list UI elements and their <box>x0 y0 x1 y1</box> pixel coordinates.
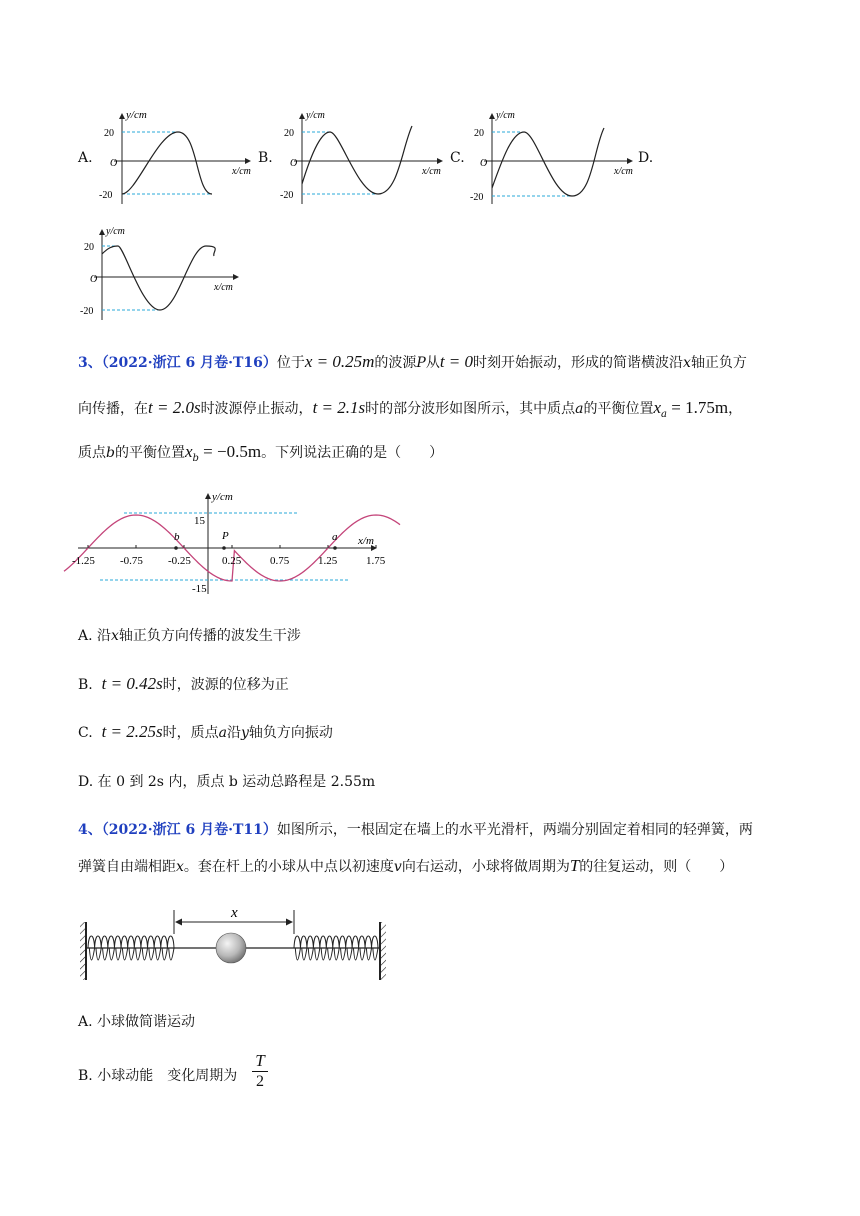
q4-text: 弹簧自由端相距 <box>78 859 176 875</box>
c-ytick-neg: -20 <box>470 192 484 203</box>
q3-var: x <box>111 628 119 644</box>
q3-text: 时波源停止振动， <box>200 401 313 417</box>
option-d-letter: D. <box>638 150 654 166</box>
b-origin: O <box>290 158 298 169</box>
q3-xtick-label: 1.25 <box>318 555 338 567</box>
q4-option-b <box>78 1066 237 1086</box>
q4-source: （2022·浙江 6 月卷·T11） <box>101 822 277 838</box>
b-ylabel: y/cm <box>306 110 325 121</box>
q3-text: 的波源 <box>374 355 417 371</box>
q3-xtick-label: -0.75 <box>120 555 143 567</box>
option-b-graph <box>280 108 449 208</box>
q3-math: t = 2.0s <box>148 398 201 417</box>
q3-option-text: 时，波源的位移为正 <box>162 677 289 693</box>
fraction-denominator: 2 <box>256 1073 264 1090</box>
a-origin: O <box>110 158 118 169</box>
q3-text: 质点 <box>78 445 106 461</box>
c-origin: O <box>480 158 488 169</box>
b-xlabel: x/cm <box>422 166 441 177</box>
q3-line3 <box>78 442 443 469</box>
d-ytick-pos: 20 <box>84 242 94 253</box>
q3-math-sub: b <box>192 452 199 464</box>
q3-option-text: 沿 <box>227 725 241 741</box>
fraction-numerator: T <box>255 1051 265 1070</box>
q3-var: y <box>241 725 249 741</box>
q3-var: x <box>683 355 691 371</box>
distance-label: x <box>231 905 238 921</box>
q3-ylabel: y/cm <box>212 491 233 503</box>
option-a-letter: A. <box>78 150 93 166</box>
q4-option-b-fraction <box>252 1052 268 1091</box>
q4-text: 如图所示，一根固定在墙上的水平光滑杆，两端分别固定着相同的轻弹簧，两 <box>276 822 753 838</box>
d-ytick-neg: -20 <box>80 306 94 317</box>
b-ytick-pos: 20 <box>284 128 294 139</box>
q3-text: ， <box>728 401 743 417</box>
b-ytick-neg: -20 <box>280 190 294 201</box>
q3-line1 <box>78 352 747 373</box>
q3-point-a-label: a <box>332 531 338 543</box>
q3-option-text: 轴正负方向传播的波发生干涉 <box>118 628 301 644</box>
c-xlabel: x/cm <box>614 166 633 177</box>
option-a-graph <box>96 108 256 208</box>
a-ylabel: y/cm <box>126 109 147 121</box>
q3-text: 的平衡位置 <box>114 445 185 461</box>
q3-source: （2022·浙江 6 月卷·T16） <box>101 355 277 371</box>
q3-text: 向传播，在 <box>78 401 148 417</box>
d-ylabel: y/cm <box>106 226 125 237</box>
c-ytick-pos: 20 <box>474 128 484 139</box>
q4-option-text: 小球做简谐运动 <box>97 1014 196 1030</box>
q3-math: x <box>653 398 662 417</box>
q3-var: b <box>106 445 115 461</box>
q3-text: 时刻开始振动，形成的简谐横波沿 <box>473 355 684 371</box>
d-xlabel: x/cm <box>214 282 233 293</box>
q3-math: t = 0.42s <box>101 674 163 693</box>
q4-line1 <box>78 820 753 840</box>
q3-text: 时的部分波形如图所示，其中质点 <box>365 401 576 417</box>
q4-text: 向右运动，小球将做周期为 <box>401 859 570 875</box>
q3-xlabel: x/m <box>358 535 374 547</box>
q3-option-c <box>78 722 333 743</box>
ball <box>216 933 246 963</box>
q4-option-letter: A. <box>78 1014 93 1030</box>
a-ytick-neg: -20 <box>99 190 113 201</box>
q3-math-sub: a <box>661 408 667 420</box>
q3-math: t = 2.1s <box>312 398 366 417</box>
q3-text: 。下列说法正确的是（ ） <box>261 445 444 461</box>
q3-xtick-label: 0.75 <box>270 555 290 567</box>
q3-ytick-pos: 15 <box>194 515 205 527</box>
c-ylabel: y/cm <box>496 110 515 121</box>
q3-number: 3、 <box>78 355 102 371</box>
q3-math: x = 0.25m <box>304 352 375 371</box>
q3-point-b <box>174 546 178 550</box>
q3-math: x <box>184 442 193 461</box>
a-xlabel: x/cm <box>232 166 251 177</box>
q4-var: x <box>176 859 184 875</box>
option-d-graph <box>82 224 247 324</box>
d-origin: O <box>90 274 98 285</box>
a-ytick-pos: 20 <box>104 128 114 139</box>
q3-option-text: 轴负方向振动 <box>248 725 333 741</box>
options-top <box>0 100 860 330</box>
q4-text: 的往复运动，则（ ） <box>579 859 734 875</box>
q3-xtick-label: 1.75 <box>366 555 386 567</box>
q3-point-p: P <box>416 355 426 371</box>
q3-var: a <box>575 401 584 417</box>
q3-text: 轴正负方 <box>690 355 747 371</box>
q4-option-letter: B. <box>78 1068 93 1084</box>
option-c-letter: C. <box>450 150 465 166</box>
q3-point-b-label: b <box>174 531 180 543</box>
q4-text: 。套在杆上的小球从中点以初速度 <box>183 859 394 875</box>
q3-math: t = 2.25s <box>101 722 163 741</box>
q4-var: T <box>569 856 580 875</box>
q3-option-text: 时，质点 <box>162 725 219 741</box>
q3-math: t = 0 <box>439 352 474 371</box>
option-b-letter: B. <box>258 150 273 166</box>
q3-option-letter: C. <box>78 725 93 741</box>
q3-text: 从 <box>425 355 440 371</box>
q3-xtick-label: -0.25 <box>168 555 191 567</box>
q3-wave-figure <box>72 488 386 598</box>
q3-var: a <box>218 725 227 741</box>
q4-option-text: 小球动能 变化周期为 <box>97 1068 238 1084</box>
option-c-graph <box>470 108 639 208</box>
q3-option-letter: D. <box>78 774 94 790</box>
q3-text: 位于 <box>276 355 305 371</box>
q3-option-a <box>78 626 301 646</box>
q3-point-p <box>222 546 226 550</box>
q3-ytick-neg: -15 <box>192 583 207 595</box>
q3-option-text: 沿 <box>97 628 112 644</box>
q4-option-a <box>78 1012 195 1032</box>
q3-xtick-label: -1.25 <box>72 555 95 567</box>
q3-point-p-label: P <box>222 530 229 542</box>
q3-option-b <box>78 674 289 695</box>
q4-line2 <box>78 856 733 877</box>
q3-option-d <box>78 772 375 792</box>
q3-option-letter: B. <box>78 677 93 693</box>
q3-text: 的平衡位置 <box>583 401 654 417</box>
q3-xtick-label: 0.25 <box>222 555 242 567</box>
q3-line2 <box>78 398 742 425</box>
q4-var: v <box>393 859 402 875</box>
q3-option-text: 在 0 到 2s 内，质点 b 运动总路程是 2.55m <box>97 774 376 790</box>
q3-math: = −0.5m <box>198 442 262 461</box>
q4-number: 4、 <box>78 822 102 838</box>
q3-point-a <box>333 546 337 550</box>
q3-option-letter: A. <box>78 628 93 644</box>
q4-spring-figure <box>76 902 392 986</box>
q3-math: = 1.75m <box>667 398 729 417</box>
